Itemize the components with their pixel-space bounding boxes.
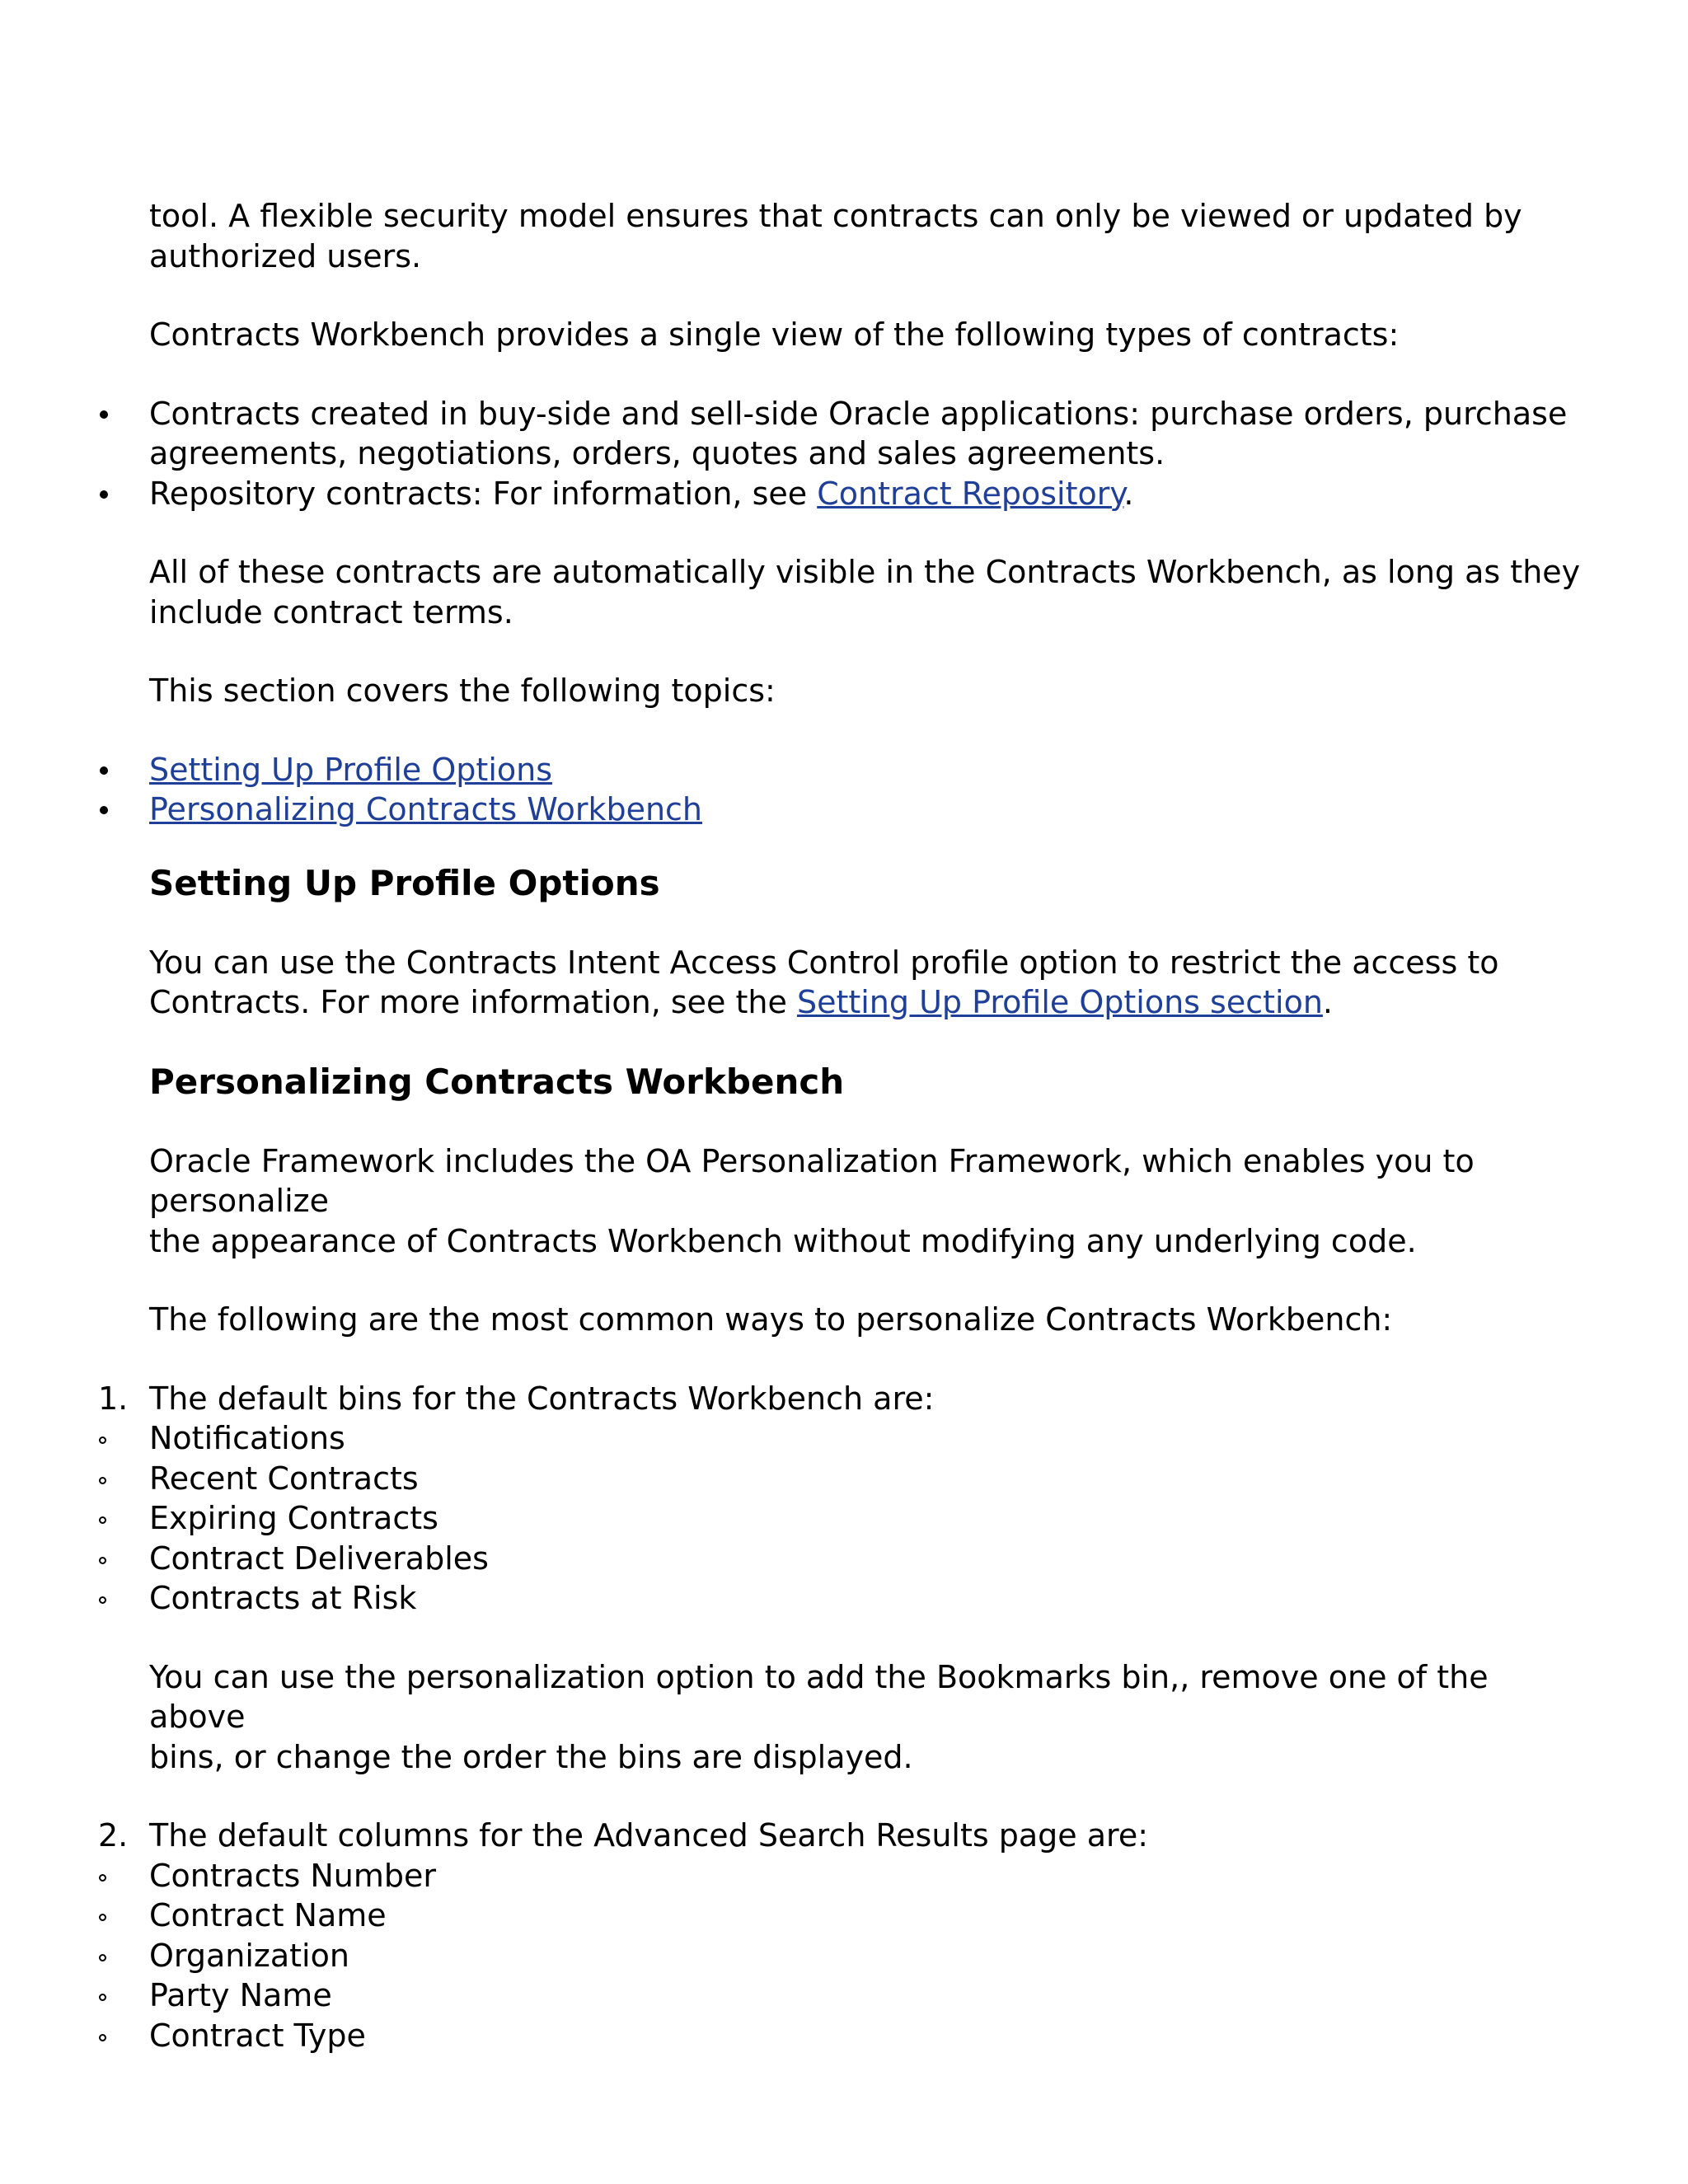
numbered-item-text: The default columns for the Advanced Search Results page are: xyxy=(149,1817,1149,1854)
numbered-list-item xyxy=(98,1379,1583,1419)
numbered-item-text: The default bins for the Contracts Workbench are: xyxy=(149,1380,935,1417)
numbered-list-item xyxy=(98,1816,1583,1856)
list-item-line-1: Contracts created in buy-side and sell-side Oracle applications: purchase orders, purchase xyxy=(149,395,1568,432)
topic-link-setting-up-profile-options[interactable]: Setting Up Profile Options xyxy=(149,751,553,788)
numbered-item-2 xyxy=(98,1816,1583,1856)
visibility-paragraph xyxy=(149,552,1583,632)
column-name: Party Name xyxy=(149,1977,332,2013)
topic-link-personalizing-contracts-workbench[interactable]: Personalizing Contracts Workbench xyxy=(149,791,703,827)
section1-paragraph xyxy=(149,943,1583,1023)
list-item-text: Repository contracts: For information, see xyxy=(149,475,818,512)
bullet-icon xyxy=(100,490,108,499)
circle-bullet-icon xyxy=(99,1477,106,1484)
visibility-line-1: All of these contracts are automatically visible in the Contracts Workbench, as long as they xyxy=(149,554,1581,590)
default-columns-list xyxy=(149,1856,1583,2056)
list-item xyxy=(149,1418,1583,1459)
circle-bullet-icon xyxy=(99,1557,106,1564)
default-bins-list xyxy=(149,1418,1583,1619)
list-number: 1. xyxy=(98,1380,129,1417)
list-number: 2. xyxy=(98,1817,129,1854)
section-heading-setting-up-profile-options: Setting Up Profile Options xyxy=(149,862,660,903)
list-item-line-2: agreements, negotiations, orders, quotes and sales agreements. xyxy=(149,435,1165,471)
column-name: Contracts Number xyxy=(149,1857,436,1894)
contract-types-list xyxy=(149,394,1583,514)
list-item xyxy=(149,474,1583,514)
bin-name: Notifications xyxy=(149,1420,345,1456)
list-item xyxy=(149,1975,1583,2016)
topics-intro: This section covers the following topics: xyxy=(149,673,776,709)
section2-paragraph xyxy=(149,1141,1583,1262)
contract-repository-link[interactable]: Contract Repository xyxy=(817,475,1124,512)
section2-line-1: Oracle Framework includes the OA Personalization Framework, which enables you to personalize xyxy=(149,1142,1475,1219)
bullet-icon xyxy=(100,410,108,419)
column-name: Contract Type xyxy=(149,2017,366,2054)
circle-bullet-icon xyxy=(99,1436,106,1444)
list-item xyxy=(149,750,1583,790)
list-item xyxy=(149,1459,1583,1499)
circle-bullet-icon xyxy=(99,1994,106,2001)
bullet-icon xyxy=(100,806,108,814)
bin-name: Recent Contracts xyxy=(149,1460,419,1497)
section1-line-2-suffix: . xyxy=(1322,984,1333,1020)
bins-note-paragraph xyxy=(149,1657,1583,1778)
bin-name: Contract Deliverables xyxy=(149,1540,489,1577)
circle-bullet-icon xyxy=(99,1596,106,1604)
section1-line-2: Contracts. For more information, see the xyxy=(149,984,797,1020)
circle-bullet-icon xyxy=(99,1516,106,1524)
column-name: Contract Name xyxy=(149,1897,387,1933)
bin-name: Expiring Contracts xyxy=(149,1500,438,1536)
numbered-item-1 xyxy=(98,1379,1583,1419)
intro-line-2: authorized users. xyxy=(149,237,422,274)
section1-line-1: You can use the Contracts Intent Access Control profile option to restrict the access to xyxy=(149,944,1499,981)
bullet-icon xyxy=(100,766,108,775)
bins-note-line-2: bins, or change the order the bins are displayed. xyxy=(149,1738,913,1775)
list-item xyxy=(149,1896,1583,1936)
intro-line-1: tool. A flexible security model ensures that contracts can only be viewed or updated by xyxy=(149,198,1522,234)
list-item xyxy=(149,1936,1583,1976)
section2-line-2: the appearance of Contracts Workbench without modifying any underlying code. xyxy=(149,1222,1417,1259)
section-heading-personalizing-contracts-workbench: Personalizing Contracts Workbench xyxy=(149,1061,845,1102)
list-item xyxy=(149,1578,1583,1619)
document-content xyxy=(98,196,1583,2094)
intro-paragraph xyxy=(149,196,1583,276)
circle-bullet-icon xyxy=(99,1874,106,1882)
list-item xyxy=(149,2016,1583,2056)
circle-bullet-icon xyxy=(99,1954,106,1961)
bins-note-line-1: You can use the personalization option to add the Bookmarks bin,, remove one of the above xyxy=(149,1658,1489,1735)
column-name: Organization xyxy=(149,1937,349,1974)
setting-up-profile-options-section-link[interactable]: Setting Up Profile Options section xyxy=(796,984,1323,1020)
visibility-line-2: include contract terms. xyxy=(149,593,513,630)
list-item xyxy=(149,1498,1583,1539)
bin-name: Contracts at Risk xyxy=(149,1580,417,1616)
circle-bullet-icon xyxy=(99,1914,106,1921)
circle-bullet-icon xyxy=(99,2034,106,2041)
list-item xyxy=(149,790,1583,830)
list-item xyxy=(149,1539,1583,1579)
list-item-suffix: . xyxy=(1123,475,1134,512)
types-intro: Contracts Workbench provides a single view of the following types of contracts: xyxy=(149,316,1400,353)
ways-intro: The following are the most common ways to personalize Contracts Workbench: xyxy=(149,1301,1393,1338)
list-item xyxy=(149,394,1583,474)
topics-list xyxy=(149,750,1583,830)
list-item xyxy=(149,1856,1583,1896)
